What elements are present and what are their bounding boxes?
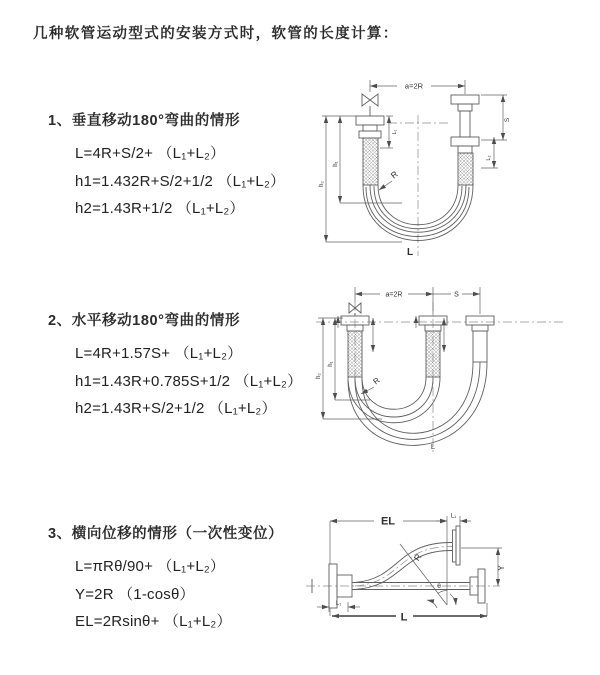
formula-el: EL=2Rsinθ+ （L₁+L₂） [75,613,232,630]
dim-label-y: Y [497,565,506,571]
dim-label-el: EL [380,515,396,528]
angle-label: θ [437,583,441,590]
dim-label-s: S [504,117,511,123]
dimension-lines [317,514,506,624]
diagram-vertical-180-bend [310,70,560,260]
page-title: 几种软管运动型式的安装方式时，软管的长度计算： [33,26,399,42]
hose-arcs [348,362,487,445]
flange [451,137,479,146]
dim-label-a2r: a=2R [404,81,424,91]
flange [356,116,384,125]
pipe-assembly-1 [341,303,369,377]
left-pipe-assembly [356,94,384,185]
braided-hose [426,331,440,377]
dim-label-h1: h₁ [328,361,334,367]
section-2-heading: 2、水平移动180°弯曲的情形 [48,313,241,329]
formula-h2: h2=1.43R+1/2 （L₁+L₂） [75,200,245,217]
diagram-lateral-displacement [300,508,600,668]
dim-label-s: S [454,291,459,299]
braided-hose [348,331,362,377]
formula-length: L=πRθ/90+ （L₁+L₂） [75,558,226,575]
pipe-assembly-3-shifted [466,316,494,362]
formula-h1: h1=1.432R+S/2+1/2 （L₁+L₂） [75,172,286,190]
braided-hose [363,138,378,185]
radius-line [400,544,447,605]
right-pipe-assembly [451,95,479,185]
dim-label-l: L [400,611,408,624]
section-vertical-bend [48,109,285,223]
radius-label: R [371,375,382,387]
centerline [306,546,500,593]
radius-label: R [411,551,424,563]
flange [466,316,494,325]
dim-label-h2: h₂ [319,181,325,187]
formula-y: Y=2R （1-cosθ） [75,585,195,603]
dim-label-l2: L₂ [486,155,492,161]
dim-label-a2r: a=2R [385,291,403,299]
dimension-lines [316,287,480,451]
centerline [388,115,450,256]
length-label: L [406,247,414,258]
dimension-lines [319,80,511,258]
section-3-heading: 3、横向位移的情形（一次性变位） [48,526,284,542]
dim-label-l1: L₁ [392,129,398,135]
dim-label-h1: h₁ [333,161,339,167]
flange [451,95,479,104]
section-horizontal-bend [48,309,302,423]
formula-length: L=4R+S/2+ （L₁+L₂） [75,145,226,162]
formula-length: L=4R+1.57S+ （L₁+L₂） [75,345,243,362]
section-lateral-displacement [48,522,283,636]
curved-hose-displaced-position [355,526,460,590]
hose-plain [473,331,487,362]
valve-icon [362,94,378,106]
dim-label-l1-top: L₁ [450,513,457,520]
braided-hose [458,153,473,185]
section-1-heading: 1、垂直移动180°弯曲的情形 [48,113,241,129]
flange [453,530,457,562]
pipe-assembly-2 [419,316,447,377]
formula-h2: h2=1.43R+S/2+1/2 （L₁+L₂） [75,400,277,417]
formula-h1: h1=1.43R+0.785S+1/2 （L₁+L₂） [75,372,303,390]
radius-label: R [388,168,400,181]
dim-label-l1-bottom: L₁ [335,601,342,607]
diagram-horizontal-180-bend [310,282,570,462]
dim-label-h2: h₂ [316,373,322,379]
length-label: L [430,442,436,451]
